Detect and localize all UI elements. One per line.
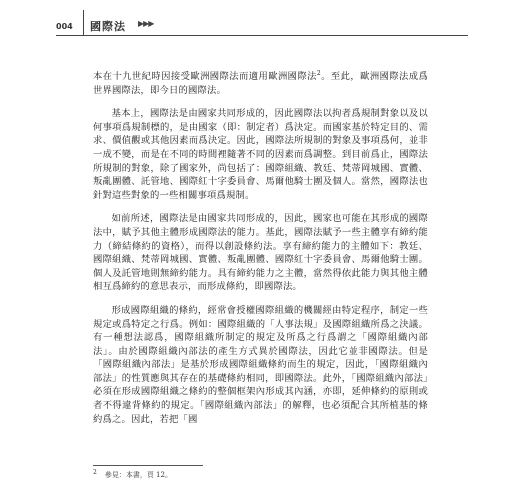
body-text [93, 70, 428, 436]
paragraph: 如前所述，國際法是由國家共同形成的，因此，國家也可能在其形成的國際法中，賦予其他主體形成國際法的能力。基此，國際法賦予一些主體享有締約能力（締結條約的資格），而得以創設條約法。享有締約能力的主體如下：教廷、國際組織、梵蒂岡城國、實體、叛亂團體、國際紅十字委員會、馬爾他騎士團。個人及託管地則無締約能力。具有締約能力之主體，當然得依此能力與其他主體相互爲締約的意思表示，而形成條約，即國際法。 [93, 213, 428, 293]
footnote-number: 2 [93, 468, 97, 476]
paragraph-text: 本在十九世紀時因接受歐洲國際法而適用歐洲國際法 [93, 71, 317, 82]
paragraph: 形成國際組織的條約，經常會授權國際組織的機關經由特定程序，制定一些規定或爲特定之行爲。例如：國際組織的「人事法規」及國際組織所爲之決議。有一種想法認爲，國際組織所制定的規定及所爲之行爲謂之「國際組織內部法」。由於國際組織內部法的產生方式異於國際法，因此它並非國際法。但是「國際組織內部法」是基於形成國際組織條約而生的規定，因此，「國際組織內部法」的性質應與其存在的基礎條約相同，即國際法。此外，「國際組織內部法」必須在形成國際組織之條約的整個框架內形成其內涵，亦即，延伸條約的原則或者不得違背條約的規定。「國際組織內部法」的解釋，也必須配合其所植基的條約爲之。因此，若把「國 [93, 304, 428, 425]
running-header [56, 10, 468, 36]
footnote-text: 參見：本書，頁 12。 [104, 471, 172, 479]
triple-arrow-icon: ▶▶▶ [138, 19, 154, 28]
footnote-reference[interactable]: 2 [316, 69, 321, 77]
footnote-area [93, 465, 428, 480]
footnote [93, 470, 428, 480]
header-divider [83, 10, 84, 36]
paragraph [93, 70, 428, 97]
running-title: 國際法 [90, 20, 126, 33]
page-number: 004 [56, 22, 73, 31]
paragraph: 基本上，國際法是由國家共同形成的，因此國際法以拘者爲規制對象以及以何事項爲規制標的，是由國家（即：制定者）爲決定。而國家基於特定目的、需求、價值觀或其他因素而爲決定。因此，國際法所規制的對象及事項爲何，並非一成不變，而是在不同的時間裡隨著不同的因素而爲調整。到目前爲止，國際法所規制的對象，除了國家外，尚包括了：國際組織、教廷、梵蒂岡城國、實體、叛亂團體、託管地、國際紅十字委員會、馬爾他騎士團及個人。當然，國際法也針對這些對象的一些相關事項爲規制。 [93, 108, 428, 201]
footnote-rule [93, 465, 203, 466]
header-rule [56, 35, 468, 36]
paragraph-text-continued: 。至此，歐洲國際法成爲世界國際法，即今日的國際法。 [93, 71, 428, 96]
